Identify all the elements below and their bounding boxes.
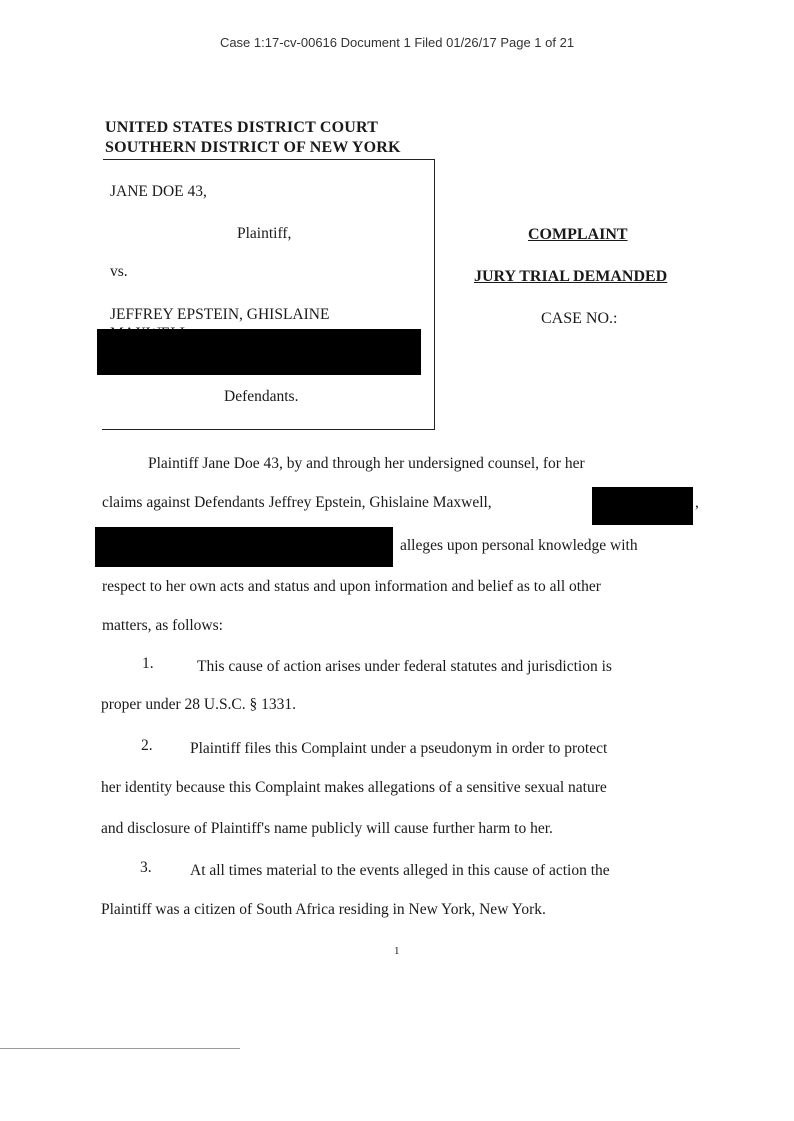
intro-line-2: claims against Defendants Jeffrey Epstein, Ghislaine Maxwell, xyxy=(102,494,492,511)
intro-line-2-comma: , xyxy=(695,494,699,511)
redaction-block xyxy=(95,527,393,567)
paragraph-1-number: 1. xyxy=(142,655,154,672)
intro-line-1: Plaintiff Jane Doe 43, by and through her undersigned counsel, for her xyxy=(148,455,585,472)
defendants-line1: JEFFREY EPSTEIN, GHISLAINE xyxy=(110,306,330,323)
redaction-block xyxy=(592,487,693,525)
paragraph-2-number: 2. xyxy=(141,737,153,754)
court-name-line1: UNITED STATES DISTRICT COURT xyxy=(105,119,379,136)
court-name-line2: SOUTHERN DISTRICT OF NEW YORK xyxy=(105,139,401,156)
intro-line-5: matters, as follows: xyxy=(102,617,223,634)
page-number: 1 xyxy=(394,945,400,957)
redaction-block xyxy=(97,329,421,375)
paragraph-1-line-2: proper under 28 U.S.C. § 1331. xyxy=(101,696,297,713)
complaint-title: COMPLAINT xyxy=(528,226,628,243)
court-underline xyxy=(103,159,435,160)
paragraph-2-line-1: Plaintiff files this Complaint under a pseudonym in order to protect xyxy=(190,740,608,757)
case-header: Case 1:17-cv-00616 Document 1 Filed 01/26/17 Page 1 of 21 xyxy=(219,35,575,50)
defendants-label: Defendants. xyxy=(224,388,299,405)
scan-artifact-line xyxy=(0,1048,240,1049)
paragraph-1-line-1: This cause of action arises under federal statutes and jurisdiction is xyxy=(197,658,612,675)
paragraph-2-line-3: and disclosure of Plaintiff's name publicly will cause further harm to her. xyxy=(101,820,553,837)
plaintiff-name: JANE DOE 43, xyxy=(110,183,207,200)
paragraph-3-number: 3. xyxy=(140,859,152,876)
intro-line-3: alleges upon personal knowledge with xyxy=(400,537,638,554)
intro-line-4: respect to her own acts and status and upon information and belief as to all other xyxy=(102,578,601,595)
caption-bottom-border xyxy=(102,429,435,430)
case-number-label: CASE NO.: xyxy=(541,310,618,327)
paragraph-3-line-2: Plaintiff was a citizen of South Africa residing in New York, New York. xyxy=(101,901,546,918)
paragraph-2-line-2: her identity because this Complaint makes allegations of a sensitive sexual nature xyxy=(101,779,607,796)
jury-trial-demanded: JURY TRIAL DEMANDED xyxy=(474,268,668,285)
plaintiff-label: Plaintiff, xyxy=(237,225,292,242)
versus-label: vs. xyxy=(110,263,128,280)
paragraph-3-line-1: At all times material to the events alleged in this cause of action the xyxy=(190,862,610,879)
caption-right-border xyxy=(434,160,435,430)
